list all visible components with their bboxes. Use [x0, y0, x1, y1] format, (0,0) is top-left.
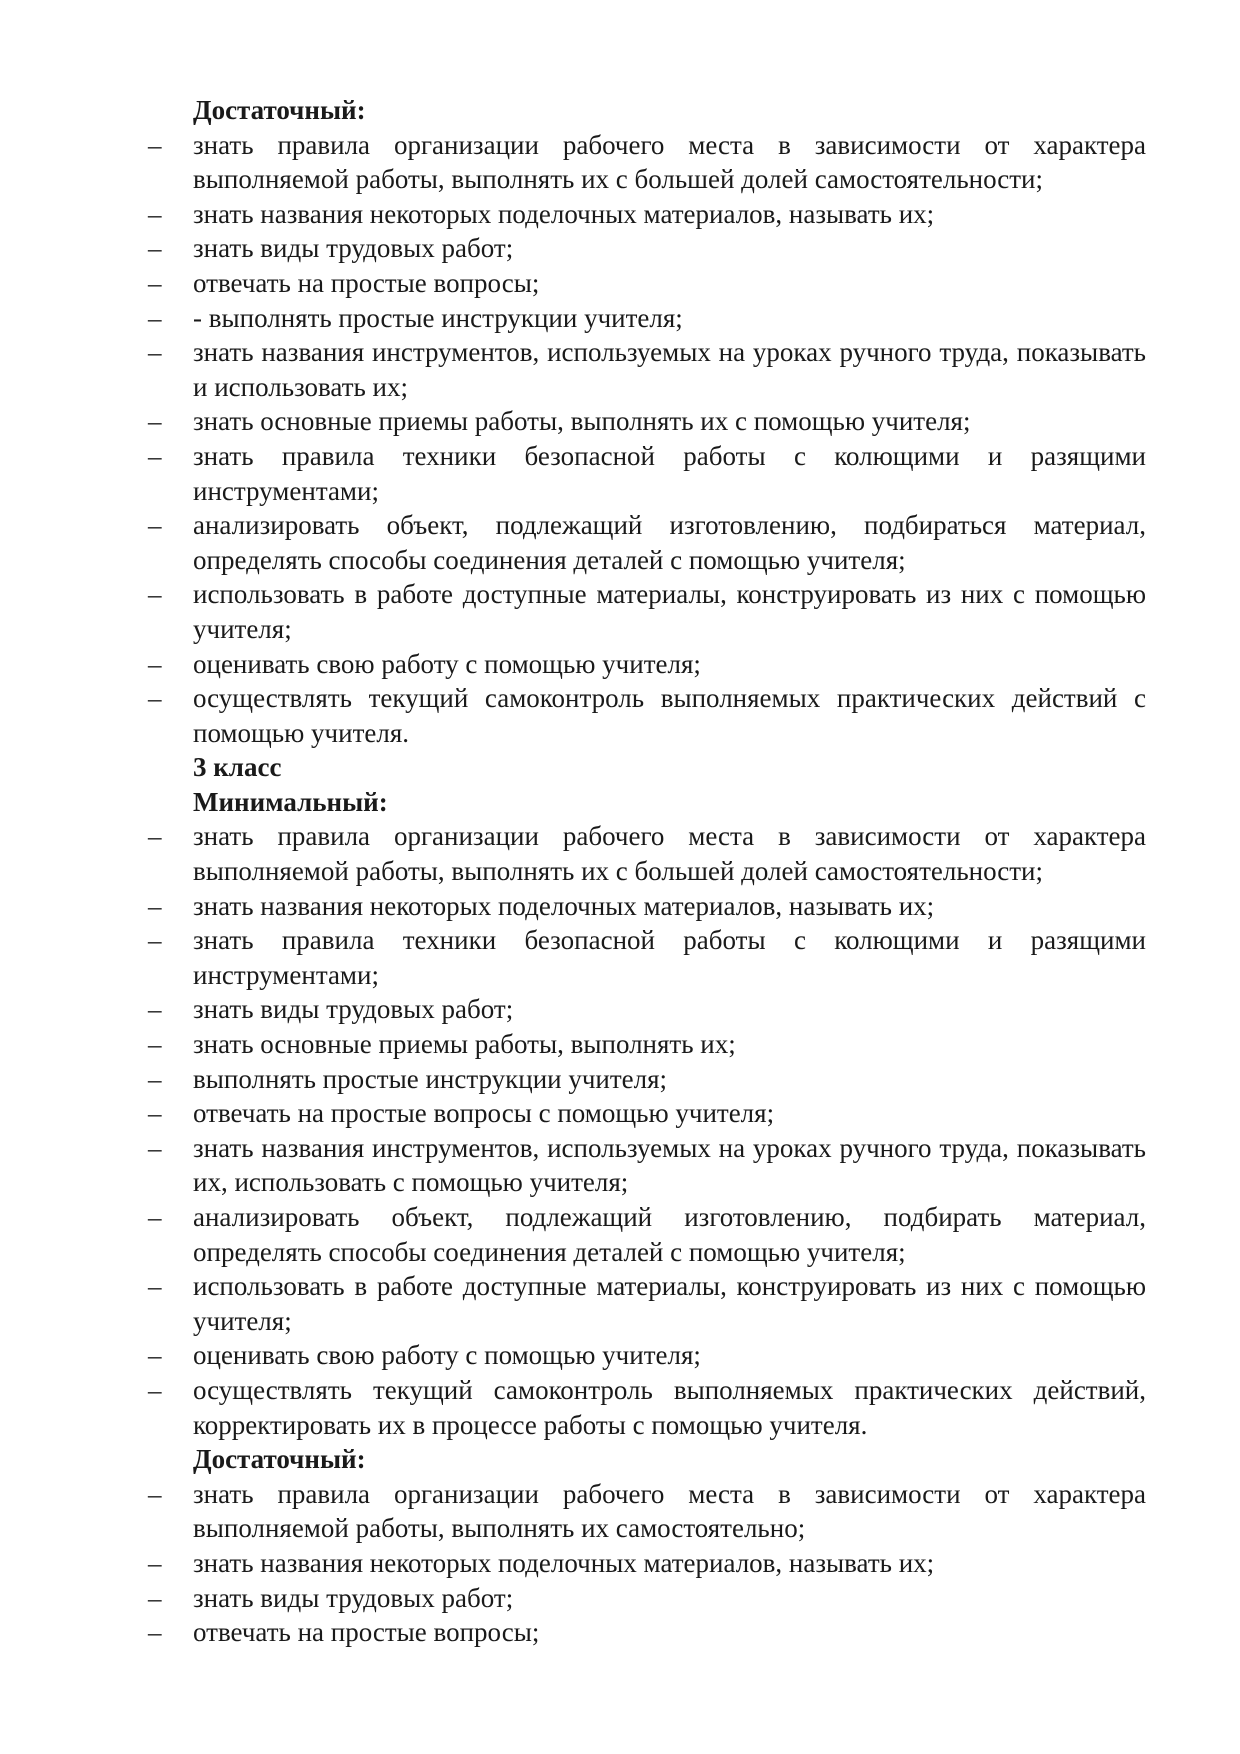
list-dash: – [148, 1340, 162, 1371]
list-dash: – [148, 267, 162, 298]
list-item-text: оценивать свою работу с помощью учителя; [193, 1340, 701, 1371]
list-dash: – [148, 821, 162, 852]
list-dash: – [148, 1063, 162, 1094]
document-body [148, 93, 1146, 1650]
list-dash: – [148, 1029, 162, 1060]
list-dash: – [148, 337, 162, 368]
list-item-text: осуществлять текущий самоконтроль выполняемых практических действий, корректировать их в процессе работы с помощью учителя. [193, 1374, 1146, 1440]
list-item [148, 1338, 1146, 1373]
list-item-text: использовать в работе доступные материалы, конструировать из них с помощью учителя; [193, 1271, 1146, 1336]
list-item [148, 647, 1146, 682]
list-item [148, 1062, 1146, 1097]
list-item-text: знать основные приемы работы, выполнять их с помощью учителя; [193, 406, 971, 437]
list-dash: – [148, 510, 162, 541]
list-item-text: знать правила организации рабочего места в зависимости от характера выполняемой работы, выполнять их самостоятельно; [193, 1478, 1146, 1544]
list-item-text: знать названия некоторых поделочных материалов, называть их; [193, 198, 935, 229]
list-item-text: - выполнять простые инструкции учителя; [193, 302, 683, 333]
section-heading: 3 класс [193, 752, 282, 783]
list-item [148, 1096, 1146, 1131]
list-item-text: отвечать на простые вопросы; [193, 267, 540, 298]
list-item-text: оценивать свою работу с помощью учителя; [193, 648, 701, 679]
list-dash: – [148, 198, 162, 229]
list-item-text: знать виды трудовых работ; [193, 1582, 514, 1613]
list-dash: – [148, 302, 162, 333]
list-dash: – [148, 579, 162, 610]
list-dash: – [148, 994, 162, 1025]
list-item [148, 439, 1146, 508]
list-dash: – [148, 1271, 162, 1302]
list-item [148, 1200, 1146, 1269]
list-item [148, 335, 1146, 404]
list-dash: – [148, 683, 162, 714]
list-item [148, 889, 1146, 924]
list-item-text: знать правила техники безопасной работы с колющими и разящими инструментами; [193, 925, 1146, 990]
list-dash: – [148, 1098, 162, 1129]
list-dash: – [148, 648, 162, 679]
list-item-text: знать правила организации рабочего места в зависимости от характера выполняемой работы, выполнять их с большей долей самостоятельности; [193, 129, 1146, 195]
list-dash: – [148, 440, 162, 471]
list-dash: – [148, 1582, 162, 1613]
list-dash: – [148, 1617, 162, 1648]
list-item [148, 1131, 1146, 1200]
list-item [148, 819, 1146, 888]
list-item [148, 231, 1146, 266]
list-dash: – [148, 1132, 162, 1163]
list-item-text: знать правила техники безопасной работы с колющими и разящими инструментами; [193, 440, 1146, 506]
list-dash: – [148, 890, 162, 921]
list-dash: – [148, 1202, 162, 1232]
list-dash: – [148, 1547, 162, 1578]
list-item [148, 508, 1146, 577]
list-item [148, 923, 1146, 992]
list-item [148, 1269, 1146, 1338]
list-item-text: знать названия некоторых поделочных материалов, называть их; [193, 1547, 935, 1578]
list-item-text: знать виды трудовых работ; [193, 233, 514, 264]
section-heading: Минимальный: [193, 786, 388, 817]
list-dash: – [148, 925, 162, 956]
list-item-text: знать названия инструментов, используемых на уроках ручного труда, показывать и использовать их; [193, 337, 1146, 402]
list-item [148, 681, 1146, 750]
list-item [148, 1373, 1146, 1442]
list-item [148, 1027, 1146, 1062]
list-dash: – [148, 1374, 162, 1405]
list-item [148, 1581, 1146, 1616]
section-heading: Достаточный: [193, 1444, 366, 1475]
list-item-text: отвечать на простые вопросы с помощью учителя; [193, 1098, 775, 1129]
section-heading: Достаточный: [193, 95, 366, 125]
list-item-text: использовать в работе доступные материалы, конструировать из них с помощью учителя; [193, 579, 1146, 644]
list-item [148, 1477, 1146, 1546]
list-item [148, 1546, 1146, 1581]
list-item [148, 266, 1146, 301]
list-item-text: знать названия некоторых поделочных материалов, называть их; [193, 890, 935, 921]
list-item [148, 301, 1146, 336]
list-dash: – [148, 233, 162, 264]
list-item [148, 128, 1146, 197]
list-item-text: знать названия инструментов, используемых на уроках ручного труда, показывать их, использовать с помощью учителя; [193, 1132, 1146, 1198]
list-item [148, 404, 1146, 439]
list-dash: – [148, 1478, 162, 1509]
list-item-text: знать правила организации рабочего места в зависимости от характера выполняемой работы, выполнять их с большей долей самостоятельности; [193, 821, 1146, 887]
list-item-text: выполнять простые инструкции учителя; [193, 1063, 668, 1094]
list-item-text: знать основные приемы работы, выполнять их; [193, 1029, 736, 1060]
list-item [148, 1615, 1146, 1650]
list-item-text: знать виды трудовых работ; [193, 994, 514, 1025]
list-item-text: осуществлять текущий самоконтроль выполняемых практических действий с помощью учителя. [193, 683, 1146, 748]
list-item [148, 197, 1146, 232]
list-dash: – [148, 406, 162, 437]
list-item-text: отвечать на простые вопросы; [193, 1617, 540, 1648]
list-item-text: анализировать объект, подлежащий изготовлению, подбирать материал, определять способы соединения деталей с помощью учителя; [193, 1202, 1146, 1267]
list-dash: – [148, 129, 162, 160]
list-item-text: анализировать объект, подлежащий изготовлению, подбираться материал, определять способы соединения деталей с помощью учителя; [193, 510, 1146, 575]
list-item [148, 992, 1146, 1027]
list-item [148, 577, 1146, 646]
